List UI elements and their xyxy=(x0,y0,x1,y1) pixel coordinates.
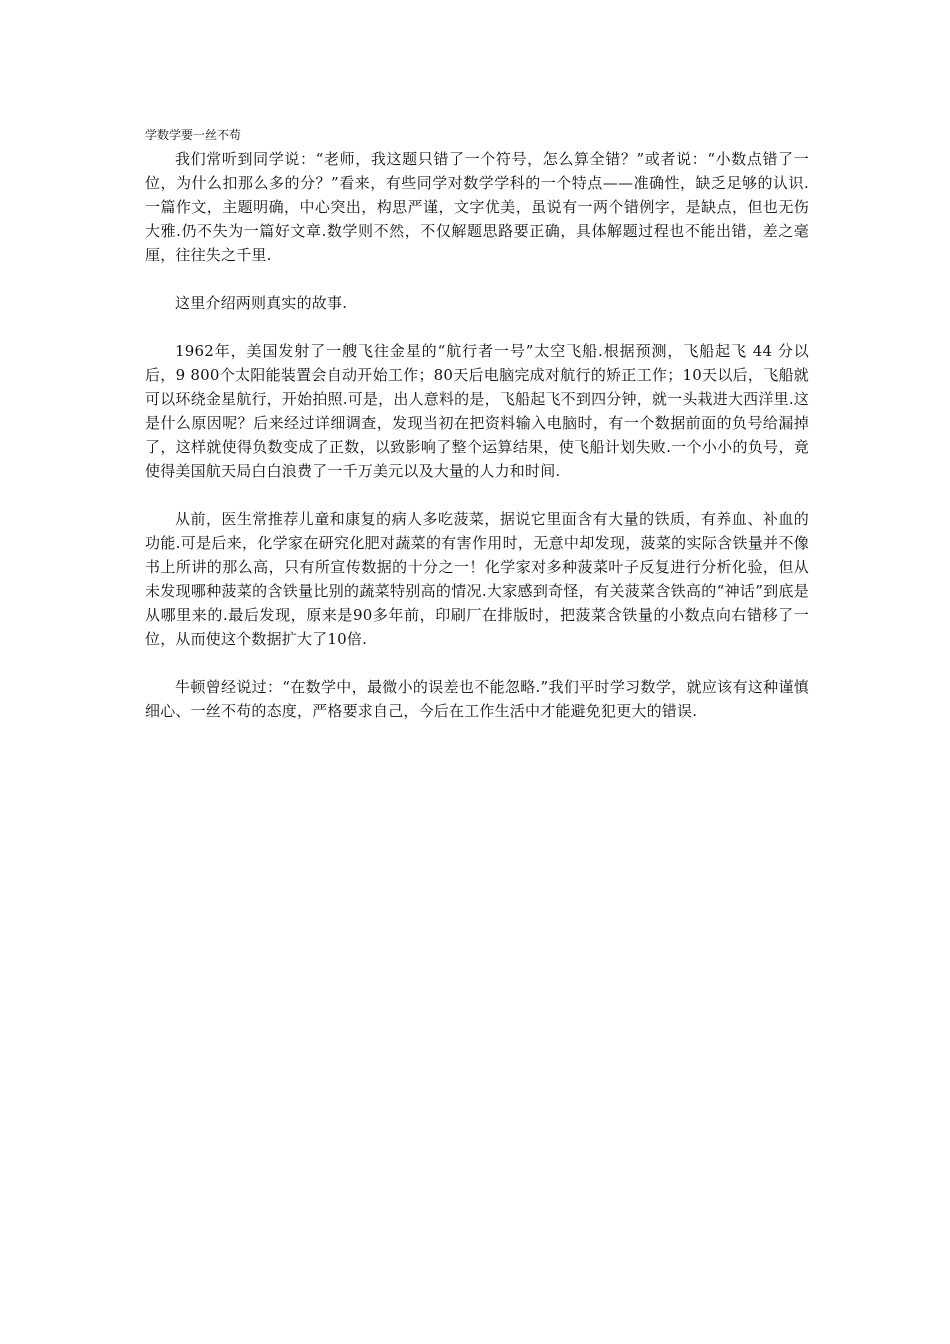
paragraph-stories-intro: 这里介绍两则真实的故事. xyxy=(175,294,348,312)
paragraph-conclusion: 牛顿曾经说过：“在数学中，最微小的误差也不能忽略.”我们平时学习数学，就应该有这种谨慎细心、一丝不苟的态度，严格要求自己，今后在工作生活中才能避免犯更大的错误. xyxy=(145,678,809,720)
paragraph-gap xyxy=(145,315,809,339)
document-title: 学数学要一丝不苟 xyxy=(145,128,242,142)
paragraph-gap xyxy=(145,651,809,675)
document-page xyxy=(145,127,809,723)
paragraph-gap xyxy=(145,483,809,507)
paragraph-spacecraft-story: 1962年，美国发射了一艘飞往金星的“航行者一号”太空飞船.根据预测，飞船起飞 44 分以后，9 800个太阳能装置会自动开始工作；80天后电脑完成对航行的矫正工作；10天以后，飞船就可以环绕金星航行，开始拍照.可是，出人意料的是，飞船起飞不到四分钟，就一头栽进大西洋里.这是什么原因呢？后来经过详细调查，发现当初在把资料输入电脑时，有一个数据前面的负号给漏掉了，这样就使得负数变成了正数，以致影响了整个运算结果，使飞船计划失败.一个小小的负号，竟使得美国航天局白白浪费了一千万美元以及大量的人力和时间. xyxy=(145,342,809,480)
paragraph-intro: 我们常听到同学说：“老师，我这题只错了一个符号，怎么算全错？”或者说：“小数点错了一位，为什么扣那么多的分？”看来，有些同学对数学学科的一个特点——准确性，缺乏足够的认识.一篇作文，主题明确，中心突出，构思严谨，文字优美，虽说有一两个错例字，是缺点，但也无伤大雅.仍不失为一篇好文章.数学则不然，不仅解题思路要正确，具体解题过程也不能出错，差之毫厘，往往失之千里. xyxy=(145,150,809,264)
paragraph-gap xyxy=(145,267,809,291)
paragraph-spinach-story: 从前，医生常推荐儿童和康复的病人多吃菠菜，据说它里面含有大量的铁质，有养血、补血的功能.可是后来，化学家在研究化肥对蔬菜的有害作用时，无意中却发现，菠菜的实际含铁量并不像书上所讲的那么高，只有所宣传数据的十分之一！化学家对多种菠菜叶子反复进行分析化验，但从未发现哪种菠菜的含铁量比别的蔬菜特别高的情况.大家感到奇怪，有关菠菜含铁高的“神话”到底是从哪里来的.最后发现，原来是90多年前，印刷厂在排版时，把菠菜含铁量的小数点向右错移了一位，从而使这个数据扩大了10倍. xyxy=(145,510,809,648)
